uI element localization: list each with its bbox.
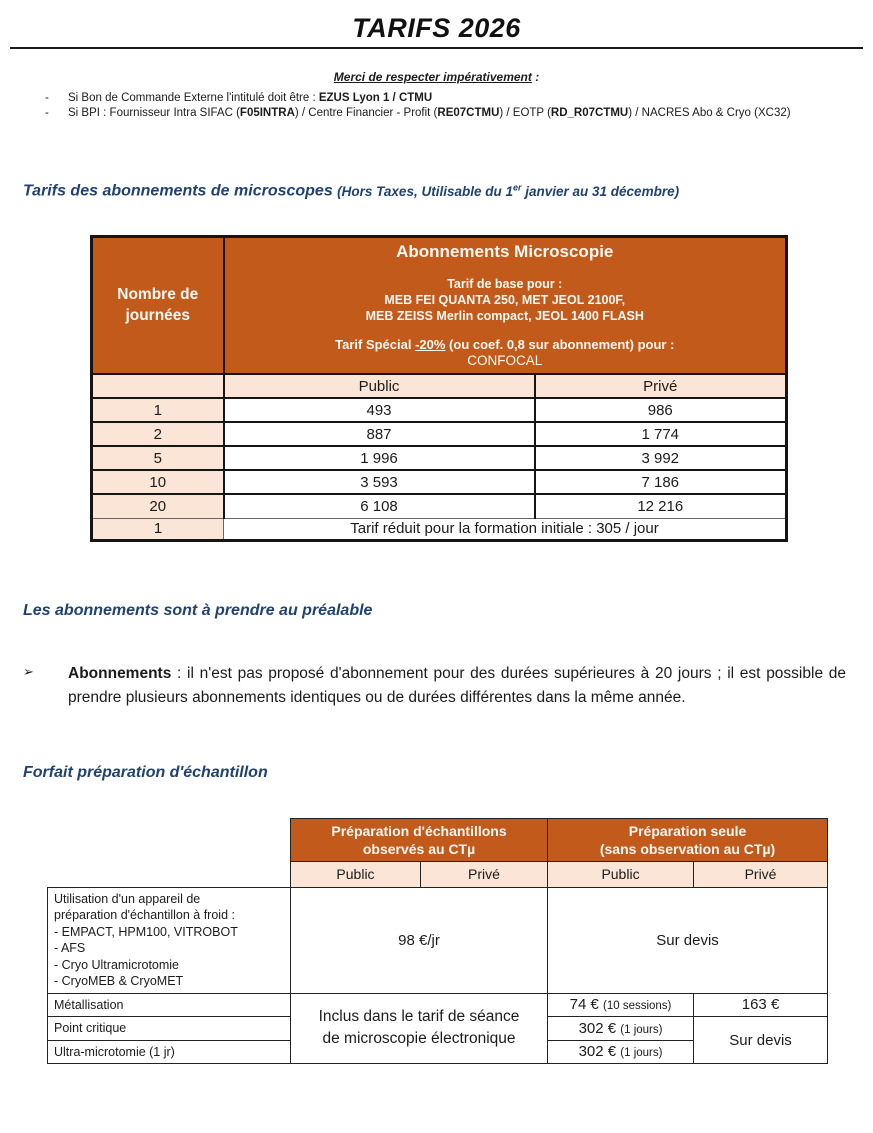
- table-group-header-row: [48, 818, 828, 861]
- heading-main-text: Tarifs des abonnements de microscopes: [23, 182, 338, 200]
- table-subheader-row: [92, 374, 787, 398]
- cold-prep-alone-price-cell: Sur devis: [548, 887, 828, 993]
- bullet-text: [68, 91, 432, 106]
- price-value: 74 €: [569, 996, 603, 1014]
- heading-paren-post: janvier au 31 décembre): [521, 183, 680, 199]
- paragraph-text: [68, 662, 846, 710]
- cold-preparation-label-cell: Utilisation d'un appareil de préparation d'échantillon à froid : - EMPACT, HPM100, VITROBOT - AFS - Cryo Ultramicrotomie - CryoMEB & CryoMET: [48, 887, 291, 993]
- prive-price-cell: 986: [535, 398, 787, 422]
- table-row: [48, 993, 828, 1017]
- public-price-cell: 6 108: [224, 494, 535, 518]
- table-row: [92, 494, 787, 518]
- bullet-segment: ) / NACRES Abo & Cryo (XC32): [628, 107, 791, 119]
- days-header-label: Nombre de journées: [117, 286, 199, 325]
- section-heading-abonnements: [23, 182, 873, 201]
- metallisation-prive-cell: 163 €: [694, 993, 828, 1017]
- notice-colon: :: [531, 70, 540, 84]
- heading-paren-pre: (Hors Taxes, Utilisable du 1: [337, 183, 513, 199]
- abonnements-paragraph: [23, 662, 873, 710]
- paragraph-bold-lead: Abonnements: [68, 664, 172, 682]
- section-heading-forfait: Forfait préparation d'échantillon: [23, 763, 268, 781]
- ultra-microtomie-label-cell: Ultra-microtomie (1 jr): [48, 1040, 291, 1064]
- sur-devis-span-cell: Sur devis: [694, 1017, 828, 1064]
- base-tariff-label: Tarif de base pour :: [447, 277, 563, 292]
- notice-underlined-text: Merci de respecter impérativement: [333, 70, 532, 84]
- column-header-public: Public: [224, 374, 535, 398]
- group1-title: Préparation d'échantillons observés au CTµ: [331, 822, 507, 857]
- table-row: [92, 470, 787, 494]
- public-price-cell: 3 593: [224, 470, 535, 494]
- days-cell: 1: [92, 398, 224, 422]
- table-subheader-row: [48, 861, 828, 887]
- arrow-bullet-icon: ➢: [23, 663, 34, 679]
- public-price-cell: 493: [224, 398, 535, 422]
- column-header-prive: Privé: [694, 861, 828, 887]
- prive-price-cell: 3 992: [535, 446, 787, 470]
- ghost-cell: [48, 861, 291, 887]
- table-title: Abonnements Microscopie: [396, 242, 614, 262]
- special-tariff-line: [225, 337, 786, 353]
- section-heading-prealable: Les abonnements sont à prendre au préalable: [23, 601, 373, 619]
- days-cell: 20: [92, 494, 224, 518]
- notice-bullets: [45, 91, 873, 121]
- price-value: 302 €: [578, 1019, 621, 1037]
- included-in-session-cell: Inclus dans le tarif de séance de microscopie électronique: [291, 993, 548, 1064]
- heading-superscript: er: [512, 182, 522, 192]
- confocal-label: CONFOCAL: [467, 353, 543, 369]
- paragraph-body: : il n'est pas proposé d'abonnement pour des durées supérieures à 20 jours ; il est possible de prendre plusieurs abonnements identiques ou de durées différentes dans la même année.: [68, 664, 846, 706]
- cold-prep-observed-price-cell: 98 €/jr: [291, 887, 548, 993]
- preparation-pricing-table: [47, 818, 828, 1065]
- days-cell: 5: [92, 446, 224, 470]
- list-item: [45, 106, 873, 121]
- point-critique-public-cell: [548, 1017, 694, 1041]
- prive-price-cell: 12 216: [535, 494, 787, 518]
- bullet-bold-segment: RD_R07CTMU: [550, 107, 629, 119]
- bullet-segment: ) / EOTP (: [499, 107, 551, 119]
- special-percentage: -20%: [415, 337, 446, 353]
- prive-price-cell: 7 186: [535, 470, 787, 494]
- list-item: [45, 91, 873, 106]
- bullet-bold-segment: RE07CTMU: [437, 107, 500, 119]
- price-note: (1 jours): [620, 1047, 663, 1060]
- header-cell-microscopie: [224, 236, 787, 374]
- column-header-public: Public: [291, 861, 421, 887]
- table-row: [92, 422, 787, 446]
- days-cell: 10: [92, 470, 224, 494]
- bullet-segment: ) / Centre Financier - Profit (: [294, 107, 438, 119]
- group-header-observes: [291, 818, 548, 861]
- page-title: TARIFS 2026: [352, 13, 521, 43]
- subscription-pricing-table: [90, 235, 788, 542]
- bullet-dash: -: [45, 107, 49, 119]
- bullet-segment: Si Bon de Commande Externe l'intitulé doit être :: [68, 92, 319, 104]
- ghost-cell: [48, 818, 291, 861]
- base-tariff-line1: MEB FEI QUANTA 250, MET JEOL 2100F,: [384, 293, 626, 308]
- price-value: 302 €: [578, 1043, 621, 1061]
- title-block: [10, 0, 863, 49]
- price-note: (1 jours): [620, 1023, 663, 1036]
- empty-corner-cell: [92, 374, 224, 398]
- metallisation-public-cell: [548, 993, 694, 1017]
- heading-paren: [337, 184, 679, 199]
- table-row: [48, 887, 828, 993]
- metallisation-label-cell: Métallisation: [48, 993, 291, 1017]
- group2-title: Préparation seule (sans observation au CTµ): [599, 822, 776, 857]
- table-header-row: [92, 236, 787, 374]
- notice-line: [0, 70, 873, 84]
- point-critique-label-cell: Point critique: [48, 1017, 291, 1041]
- table-footer-row: [92, 518, 787, 540]
- table-row: [92, 398, 787, 422]
- bullet-bold-segment: F05INTRA: [239, 107, 295, 119]
- ultra-microtomie-public-cell: [548, 1040, 694, 1064]
- bullet-bold-segment: EZUS Lyon 1 / CTMU: [318, 92, 433, 104]
- group-header-seule: [548, 818, 828, 861]
- column-header-prive: Privé: [535, 374, 787, 398]
- header-cell-days: [92, 236, 224, 374]
- bullet-dash: -: [45, 92, 49, 104]
- bullet-segment: Si BPI : Fournisseur Intra SIFAC (: [68, 107, 240, 119]
- bullet-text: [68, 106, 791, 121]
- reduced-tariff-cell: Tarif réduit pour la formation initiale : 305 / jour: [224, 518, 787, 540]
- column-header-prive: Privé: [421, 861, 548, 887]
- public-price-cell: 887: [224, 422, 535, 446]
- table-row: [92, 446, 787, 470]
- public-price-cell: 1 996: [224, 446, 535, 470]
- base-tariff-line2: MEB ZEISS Merlin compact, JEOL 1400 FLASH: [365, 309, 644, 324]
- special-pre: Tarif Spécial: [335, 337, 416, 353]
- column-header-public: Public: [548, 861, 694, 887]
- days-cell: 2: [92, 422, 224, 446]
- price-note: (10 sessions): [603, 1000, 672, 1013]
- days-cell: 1: [92, 518, 224, 540]
- prive-price-cell: 1 774: [535, 422, 787, 446]
- special-post: (ou coef. 0,8 sur abonnement) pour :: [445, 337, 675, 353]
